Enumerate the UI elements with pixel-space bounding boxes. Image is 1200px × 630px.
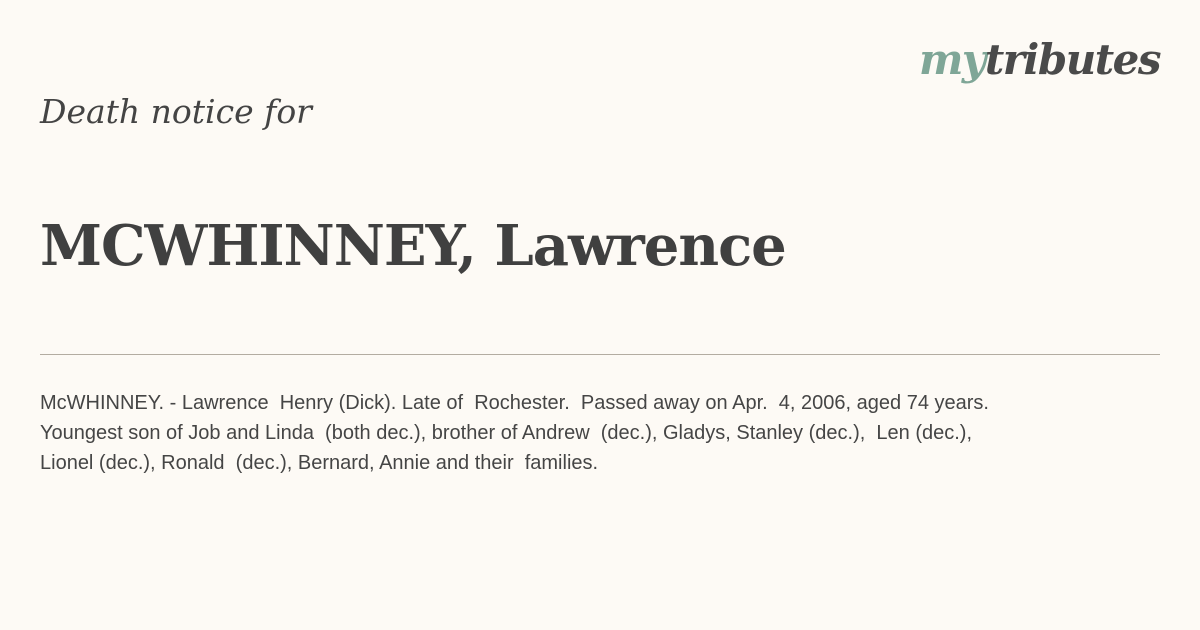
notice-subtitle: Death notice for: [40, 92, 312, 131]
logo-suffix: tributes: [984, 35, 1160, 84]
mytributes-logo[interactable]: [919, 30, 1160, 90]
logo-prefix: my: [918, 35, 985, 84]
deceased-name: MCWHINNEY, Lawrence: [40, 213, 786, 279]
notice-body: McWHINNEY. - Lawrence Henry (Dick). Late of Rochester. Passed away on Apr. 4, 2006, aged 74 years. Youngest son of Job and Linda (both dec.), brother of Andrew (dec.), Gladys, Stanley (dec.), Len (dec.), Lionel (dec.), Ronald (dec.), Bernard, Annie and their families.: [40, 392, 989, 474]
section-divider: [40, 354, 1160, 355]
